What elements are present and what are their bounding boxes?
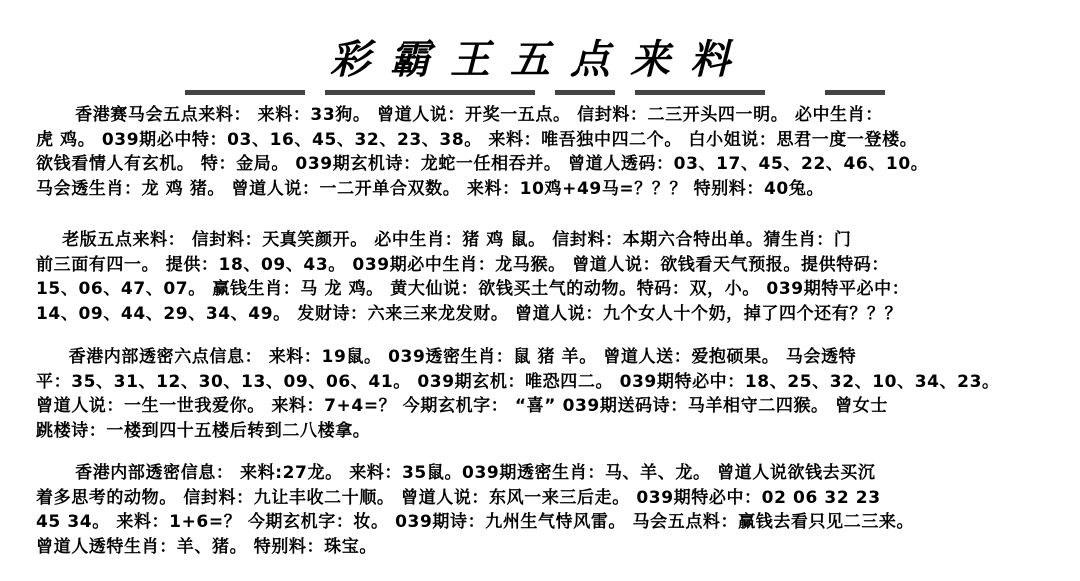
text-line: 香港赛马会五点来料： 来料：33狗。 曾道人说：开奖一五点。 信封料：二三开头四一明。 必中生肖： bbox=[36, 105, 883, 125]
page-title: 彩霸王五点来料 bbox=[330, 36, 750, 83]
text-line: 欲钱看情人有玄机。 特：金局。 039期玄机诗：龙蛇一任相吞并。 曾道人透码：03、17、45、22、46、10。 bbox=[36, 154, 929, 174]
text-line: 马会透生肖：龙 鸡 猪。 曾道人说：一二开单合双数。 来料：10鸡+49马=？？？ 特别料：40兔。 bbox=[36, 178, 825, 199]
scan-noise-strip bbox=[185, 88, 885, 98]
text-line: 着多思考的动物。 信封料：九让丰收二十顺。 曾道人说：东风一来三后走。 039期特必中：02 06 32 23 bbox=[36, 487, 881, 508]
text-line: 前三面有四一。 提供：18、09、43。 039期必中生肖：龙马猴。 曾道人说：欲钱看天气预报。提供特码： bbox=[36, 254, 890, 275]
text-line: 15、06、47、07。 赢钱生肖：马 龙 鸡。 黄大仙说：欲钱买土气的动物。特码：双，小。 039期特平必中： bbox=[36, 279, 910, 299]
section-old-edition bbox=[36, 228, 1046, 326]
text-line: 14、09、44、29、34、49。 发财诗：六来三来龙发财。 曾道人说：九个女人十个奶，掉了四个还有？？？ bbox=[36, 303, 903, 324]
section-hk-internal-info bbox=[36, 461, 1046, 559]
text-line: 香港内部透密信息： 来料:27龙。 来料：35鼠。039期透密生肖：马、羊、龙。 曾道人说欲钱去买沉 bbox=[36, 463, 876, 483]
text-line: 香港内部透密六点信息： 来料：19鼠。 039透密生肖：鼠 猪 羊。 曾道人送：爱抱硕果。 马会透特 bbox=[36, 347, 857, 367]
text-line: 跳楼诗：一楼到四十五楼后转到二八楼拿。 bbox=[36, 420, 371, 441]
text-line: 45 34。 来料：1+6=？ 今期玄机字：妆。 039期诗：九州生气恃风雷。 马会五点料：赢钱去看只见二三来。 bbox=[36, 512, 915, 532]
text-line: 曾道人透特生肖：羊、猪。 特别料：珠宝。 bbox=[36, 536, 377, 557]
text-line: 老版五点来料： 信封料：天真笑颜开。 必中生肖：猪 鸡 鼠。 信封料：本期六合特出单。猜生肖：门 bbox=[36, 230, 852, 250]
text-line: 曾道人说：一生一世我爱你。 来料：7+4=？ 今期玄机字： “喜” 039期送码诗：马羊相守二四猴。 曾女士 bbox=[36, 396, 888, 416]
text-line: 虎 鸡。 039期必中特：03、16、45、32、23、38。 来料：唯吾独中四二个。 白小姐说：思君一度一登楼。 bbox=[36, 129, 918, 150]
section-hk-jockey-club bbox=[36, 103, 1046, 201]
section-hk-internal-six bbox=[36, 345, 1046, 443]
text-line: 平：35、31、12、30、13、09、06、41。 039期玄机：唯恐四二。 039期特必中：18、25、32、10、34、23。 bbox=[36, 371, 1000, 392]
